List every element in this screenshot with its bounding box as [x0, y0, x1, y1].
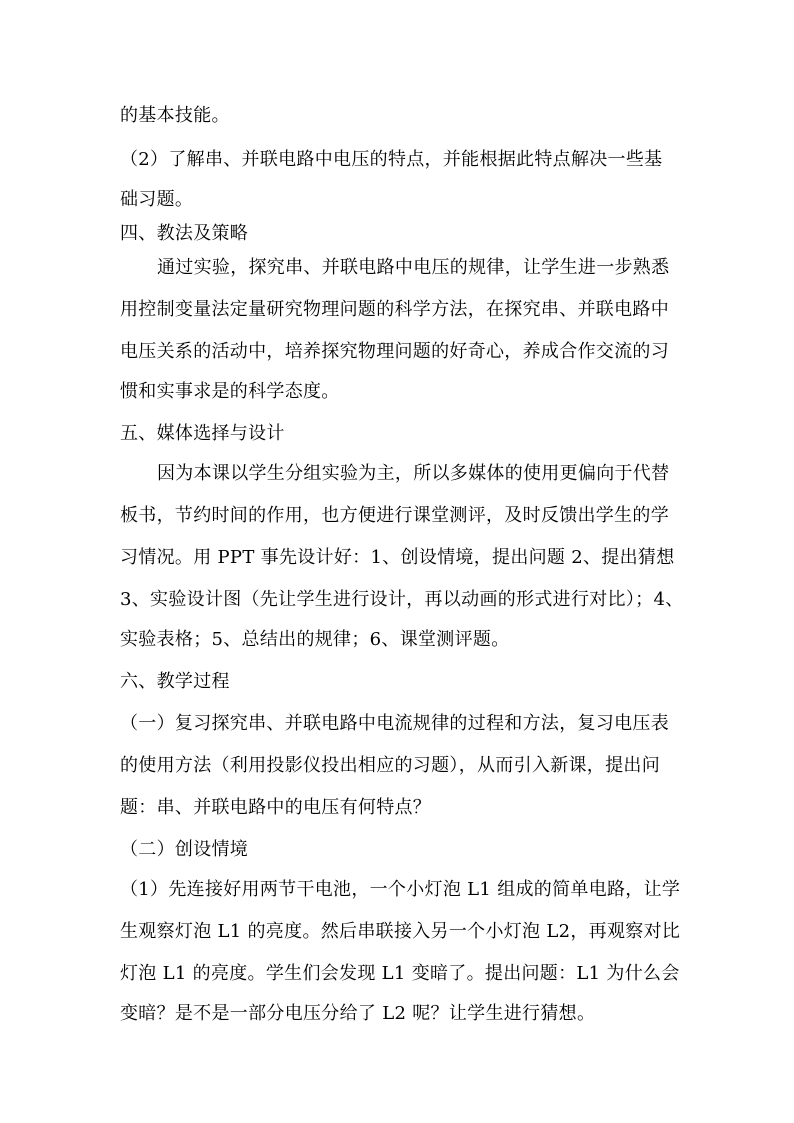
section-heading: 六、教学过程	[120, 671, 230, 692]
text-line: 变暗？是不是一部分电压分给了 L2 呢？让学生进行猜想。	[120, 1003, 596, 1024]
text-line: 惯和实事求是的科学态度。	[120, 381, 340, 402]
text-line: 因为本课以学生分组实验为主，所以多媒体的使用更偏向于代替	[157, 463, 670, 484]
text-line: 础习题。	[120, 189, 194, 210]
text-line: 电压关系的活动中，培养探究物理问题的好奇心，养成合作交流的习	[120, 341, 669, 362]
text-line: （2）了解串、并联电路中电压的特点，并能根据此特点解决一些基	[120, 149, 663, 170]
text-line: 习情况。用 PPT 事先设计好：1、创设情境，提出问题 2、提出猜想	[120, 547, 675, 568]
text-line: 的基本技能。	[120, 105, 230, 126]
text-line: 灯泡 L1 的亮度。学生们会发现 L1 变暗了。提出问题：L1 为什么会	[120, 963, 680, 984]
section-heading: 五、媒体选择与设计	[120, 423, 285, 444]
text-line: （一）复习探究串、并联电路中电流规律的过程和方法，复习电压表	[120, 713, 669, 734]
text-line: 生观察灯泡 L1 的亮度。然后串联接入另一个小灯泡 L2，再观察对比	[120, 921, 681, 942]
text-line: 3、实验设计图（先让学生进行设计，再以动画的形式进行对比）；4、	[120, 589, 684, 610]
section-heading: 四、教法及策略	[120, 223, 249, 244]
text-line: 题：串、并联电路中的电压有何特点？	[120, 797, 432, 818]
text-line: 板书，节约时间的作用，也方便进行课堂测评，及时反馈出学生的学	[120, 505, 669, 526]
text-line: 通过实验，探究串、并联电路中电压的规律，让学生进一步熟悉	[157, 257, 670, 278]
text-line: 的使用方法（利用投影仪投出相应的习题），从而引入新课，提出问	[120, 755, 660, 776]
text-line: 实验表格；5、总结出的规律；6、课堂测评题。	[120, 629, 510, 650]
text-line: （1）先连接好用两节干电池，一个小灯泡 L1 组成的简单电路，让学	[120, 879, 681, 900]
subsection-heading: （二）创设情境	[120, 839, 249, 860]
text-line: 用控制变量法定量研究物理问题的科学方法，在探究串、并联电路中	[120, 299, 669, 320]
